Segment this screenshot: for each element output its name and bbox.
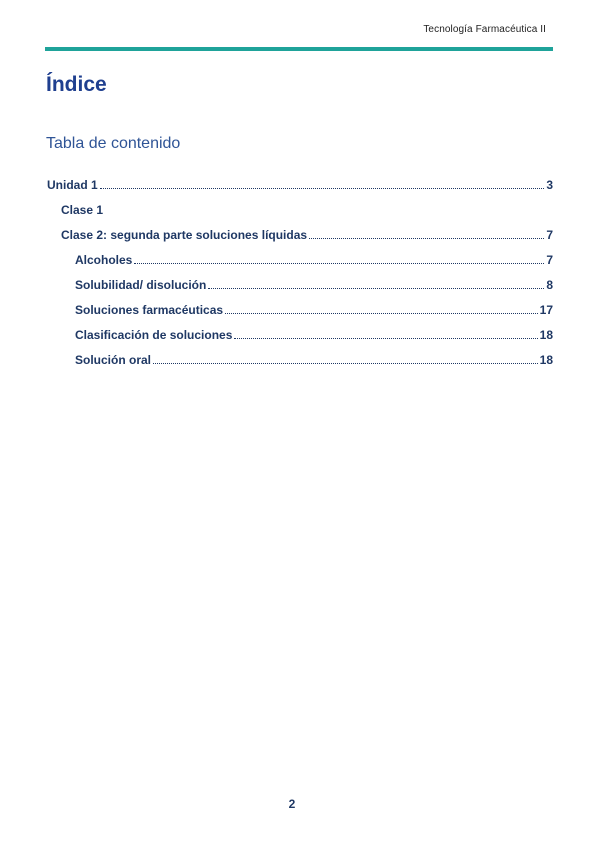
running-header: Tecnología Farmacéutica II: [423, 24, 546, 35]
toc-entry-label: Solución oral: [75, 353, 152, 367]
toc-entry-alcoholes[interactable]: [75, 251, 553, 269]
toc-entry-clase-2[interactable]: [61, 226, 553, 244]
dot-leader: [134, 252, 544, 264]
toc-entry-page: 7: [546, 253, 553, 267]
toc-entry-label: Solubilidad/ disolución: [75, 278, 207, 292]
page-title: Índice: [46, 73, 107, 96]
toc-entry-page: 3: [546, 178, 553, 192]
toc-entry-label: Clase 1: [61, 203, 104, 217]
toc-entry-page: 8: [546, 278, 553, 292]
toc-entry-unidad-1[interactable]: [47, 176, 553, 194]
page-number: 2: [288, 797, 296, 811]
dot-leader: [234, 327, 537, 339]
toc-entry-page: 18: [539, 328, 553, 342]
dot-leader: [225, 302, 538, 314]
toc-entry-clasificacion[interactable]: [75, 326, 553, 344]
dot-leader: [208, 277, 544, 289]
toc-entry-clase-1[interactable]: [61, 201, 553, 219]
dot-leader: [153, 352, 538, 364]
toc-heading: Tabla de contenido: [46, 135, 181, 152]
dot-leader: [309, 227, 544, 239]
toc-entry-label: Soluciones farmacéuticas: [75, 303, 224, 317]
toc-entry-page: 17: [539, 303, 553, 317]
toc-entry-solucion-oral[interactable]: [75, 351, 553, 369]
toc-entry-page: 18: [539, 353, 553, 367]
toc-entry-label: Alcoholes: [75, 253, 133, 267]
toc-entry-label: Unidad 1: [47, 178, 98, 192]
toc-entry-page: 7: [546, 228, 553, 242]
dot-leader: [100, 177, 545, 189]
toc-entry-label: Clasificación de soluciones: [75, 328, 233, 342]
header-rule: [45, 47, 553, 51]
toc-entry-soluciones-farmaceuticas[interactable]: [75, 301, 553, 319]
toc-entry-solubilidad[interactable]: [75, 276, 553, 294]
toc-entry-label: Clase 2: segunda parte soluciones líquidas: [61, 228, 308, 242]
